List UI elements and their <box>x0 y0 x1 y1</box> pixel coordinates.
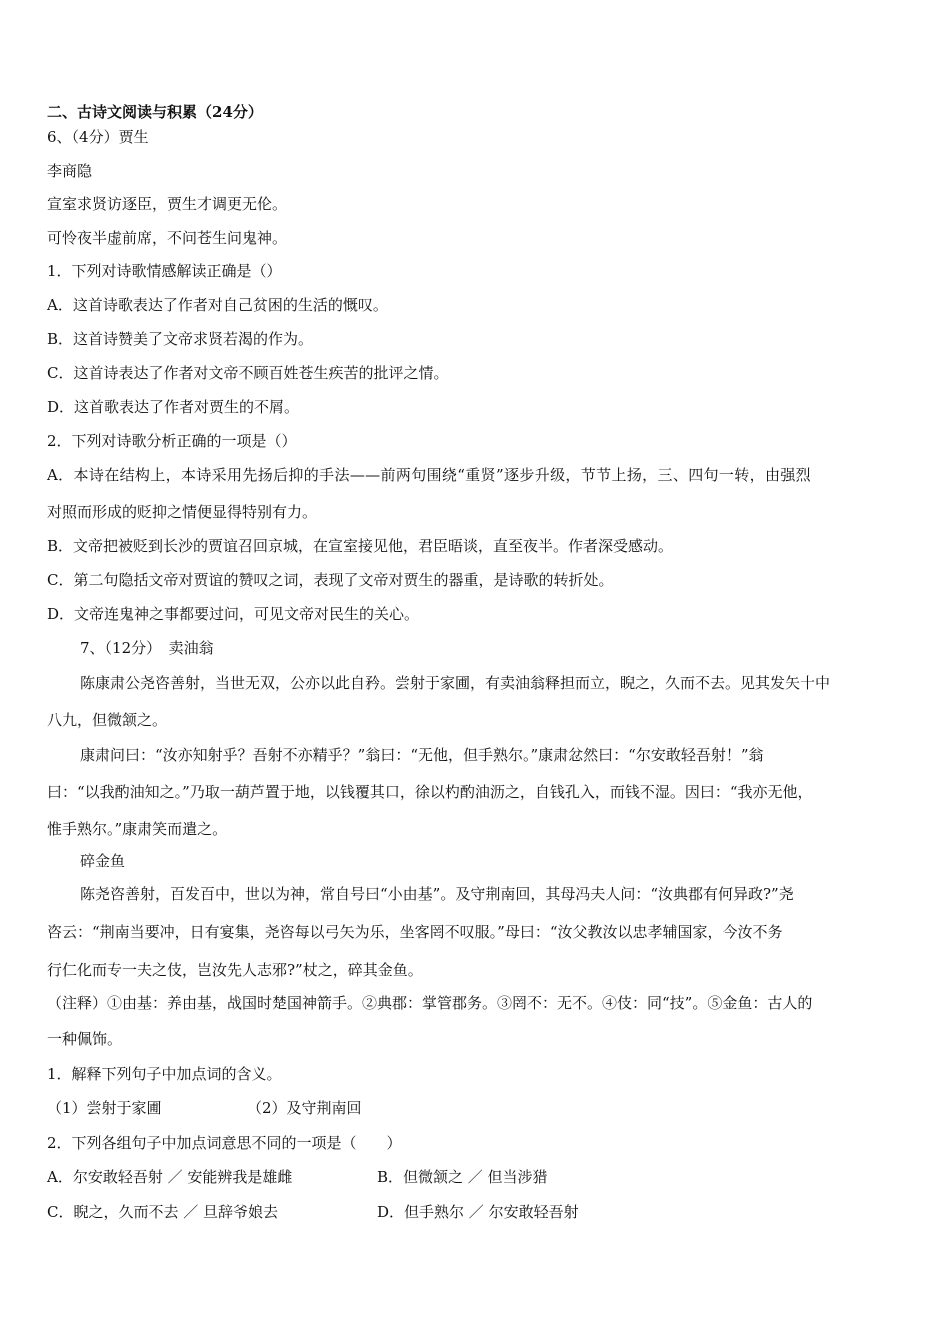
passage1-p2-line-3: 惟手熟尔。”康肃笑而遣之。 <box>47 820 228 838</box>
annotation-line-1: （注释）①由基：养由基，战国时楚国神箭手。②典郡：掌管郡务。③罔不：无不。④伎：同“技”。⑤金鱼：古人的 <box>47 994 813 1012</box>
passage2-line-1: 陈尧咨善射，百发百中，世以为神，常自号曰“小由基”。及守荆南回，其母冯夫人问：“汝典郡有何异政?”尧 <box>80 885 794 903</box>
passage1-p1-line-2: 八九，但微颔之。 <box>47 711 168 729</box>
q6-sub2-question: 2．下列对诗歌分析正确的一项是（） <box>47 432 297 450</box>
q7-sub2-options-row-2 <box>47 1202 579 1222</box>
passage2-title: 碎金鱼 <box>80 852 126 870</box>
q7-sub2-option-b: B．但微颔之 ／ 但当涉猎 <box>377 1168 548 1186</box>
q6-sub2-option-b: B．文帝把被贬到长沙的贾谊召回京城，在宣室接见他，君臣晤谈，直至夜半。作者深受感动。 <box>47 537 674 555</box>
q7-sub2-option-a: A．尔安敢轻吾射 ／ 安能辨我是雄雌 <box>47 1168 293 1186</box>
q6-sub1-option-d: D．这首歌表达了作者对贾生的不屑。 <box>47 398 300 416</box>
q7-sub1-items <box>47 1098 362 1118</box>
passage2-line-3: 行仁化而专一夫之伎，岂汝先人志邪?”杖之，碎其金鱼。 <box>47 961 423 979</box>
q7-sub2-question: 2．下列各组句子中加点词意思不同的一项是（ ） <box>47 1134 402 1152</box>
annotation-line-2: 一种佩饰。 <box>47 1030 123 1048</box>
q7-sub2-option-c: C．睨之，久而不去 ／ 旦辞爷娘去 <box>47 1203 279 1221</box>
q6-sub1-option-b: B．这首诗赞美了文帝求贤若渴的作为。 <box>47 330 314 348</box>
q6-sub2-option-a-line-2: 对照而形成的贬抑之情便显得特别有力。 <box>47 503 318 521</box>
q6-sub1-option-c: C．这首诗表达了作者对文帝不顾百姓苍生疾苦的批评之情。 <box>47 364 449 382</box>
passage1-p2-line-2: 曰：“以我酌油知之。”乃取一葫芦置于地，以钱覆其口，徐以杓酌油沥之，自钱孔入，而钱不湿。因曰：“我亦无他， <box>47 783 813 801</box>
q6-sub2-option-a-line-1: A．本诗在结构上，本诗采用先扬后抑的手法——前两句围绕“重贤”逐步升级，节节上扬，三、四句一转，由强烈 <box>47 466 812 484</box>
q7-sub1-item-1: （1）尝射于家圃 <box>47 1099 162 1117</box>
poem-author: 李商隐 <box>47 162 93 180</box>
q7-sub2-option-d: D．但手熟尔 ／ 尔安敢轻吾射 <box>377 1203 579 1221</box>
q6-sub1-question: 1．下列对诗歌情感解读正确是（） <box>47 262 282 280</box>
q7-sub1-question: 1．解释下列句子中加点词的含义。 <box>47 1065 282 1083</box>
passage1-p2-line-1: 康肃问曰：“汝亦知射乎？吾射不亦精乎？”翁曰：“无他，但手熟尔。”康肃忿然曰：“尔安敢轻吾射！”翁 <box>80 746 764 764</box>
passage1-p1-line-1: 陈康肃公尧咨善射，当世无双，公亦以此自矜。尝射于家圃，有卖油翁释担而立，睨之，久而不去。见其发矢十中 <box>80 674 831 692</box>
q7-sub2-options-row-1 <box>47 1167 548 1187</box>
q6-sub2-option-d: D．文帝连鬼神之事都要过问，可见文帝对民生的关心。 <box>47 605 420 623</box>
passage2-line-2: 咨云：“荆南当要冲，日有宴集，尧咨每以弓矢为乐，坐客罔不叹服。”母曰：“汝父教汝以忠孝辅国家，今汝不务 <box>47 923 783 941</box>
q6-sub1-option-a: A．这首诗歌表达了作者对自己贫困的生活的慨叹。 <box>47 296 388 314</box>
section-heading: 二、古诗文阅读与积累（24分） <box>47 103 263 121</box>
poem-line-2: 可怜夜半虚前席，不问苍生问鬼神。 <box>47 229 288 247</box>
poem-line-1: 宣室求贤访逐臣，贾生才调更无伦。 <box>47 195 288 213</box>
q6-sub2-option-c: C．第二句隐括文帝对贾谊的赞叹之词，表现了文帝对贾生的器重，是诗歌的转折处。 <box>47 571 614 589</box>
q7-sub1-item-2: （2）及守荆南回 <box>247 1099 362 1117</box>
q6-header: 6、（4分）贾生 <box>47 128 149 146</box>
q7-header: 7、（12分） 卖油翁 <box>80 639 214 657</box>
